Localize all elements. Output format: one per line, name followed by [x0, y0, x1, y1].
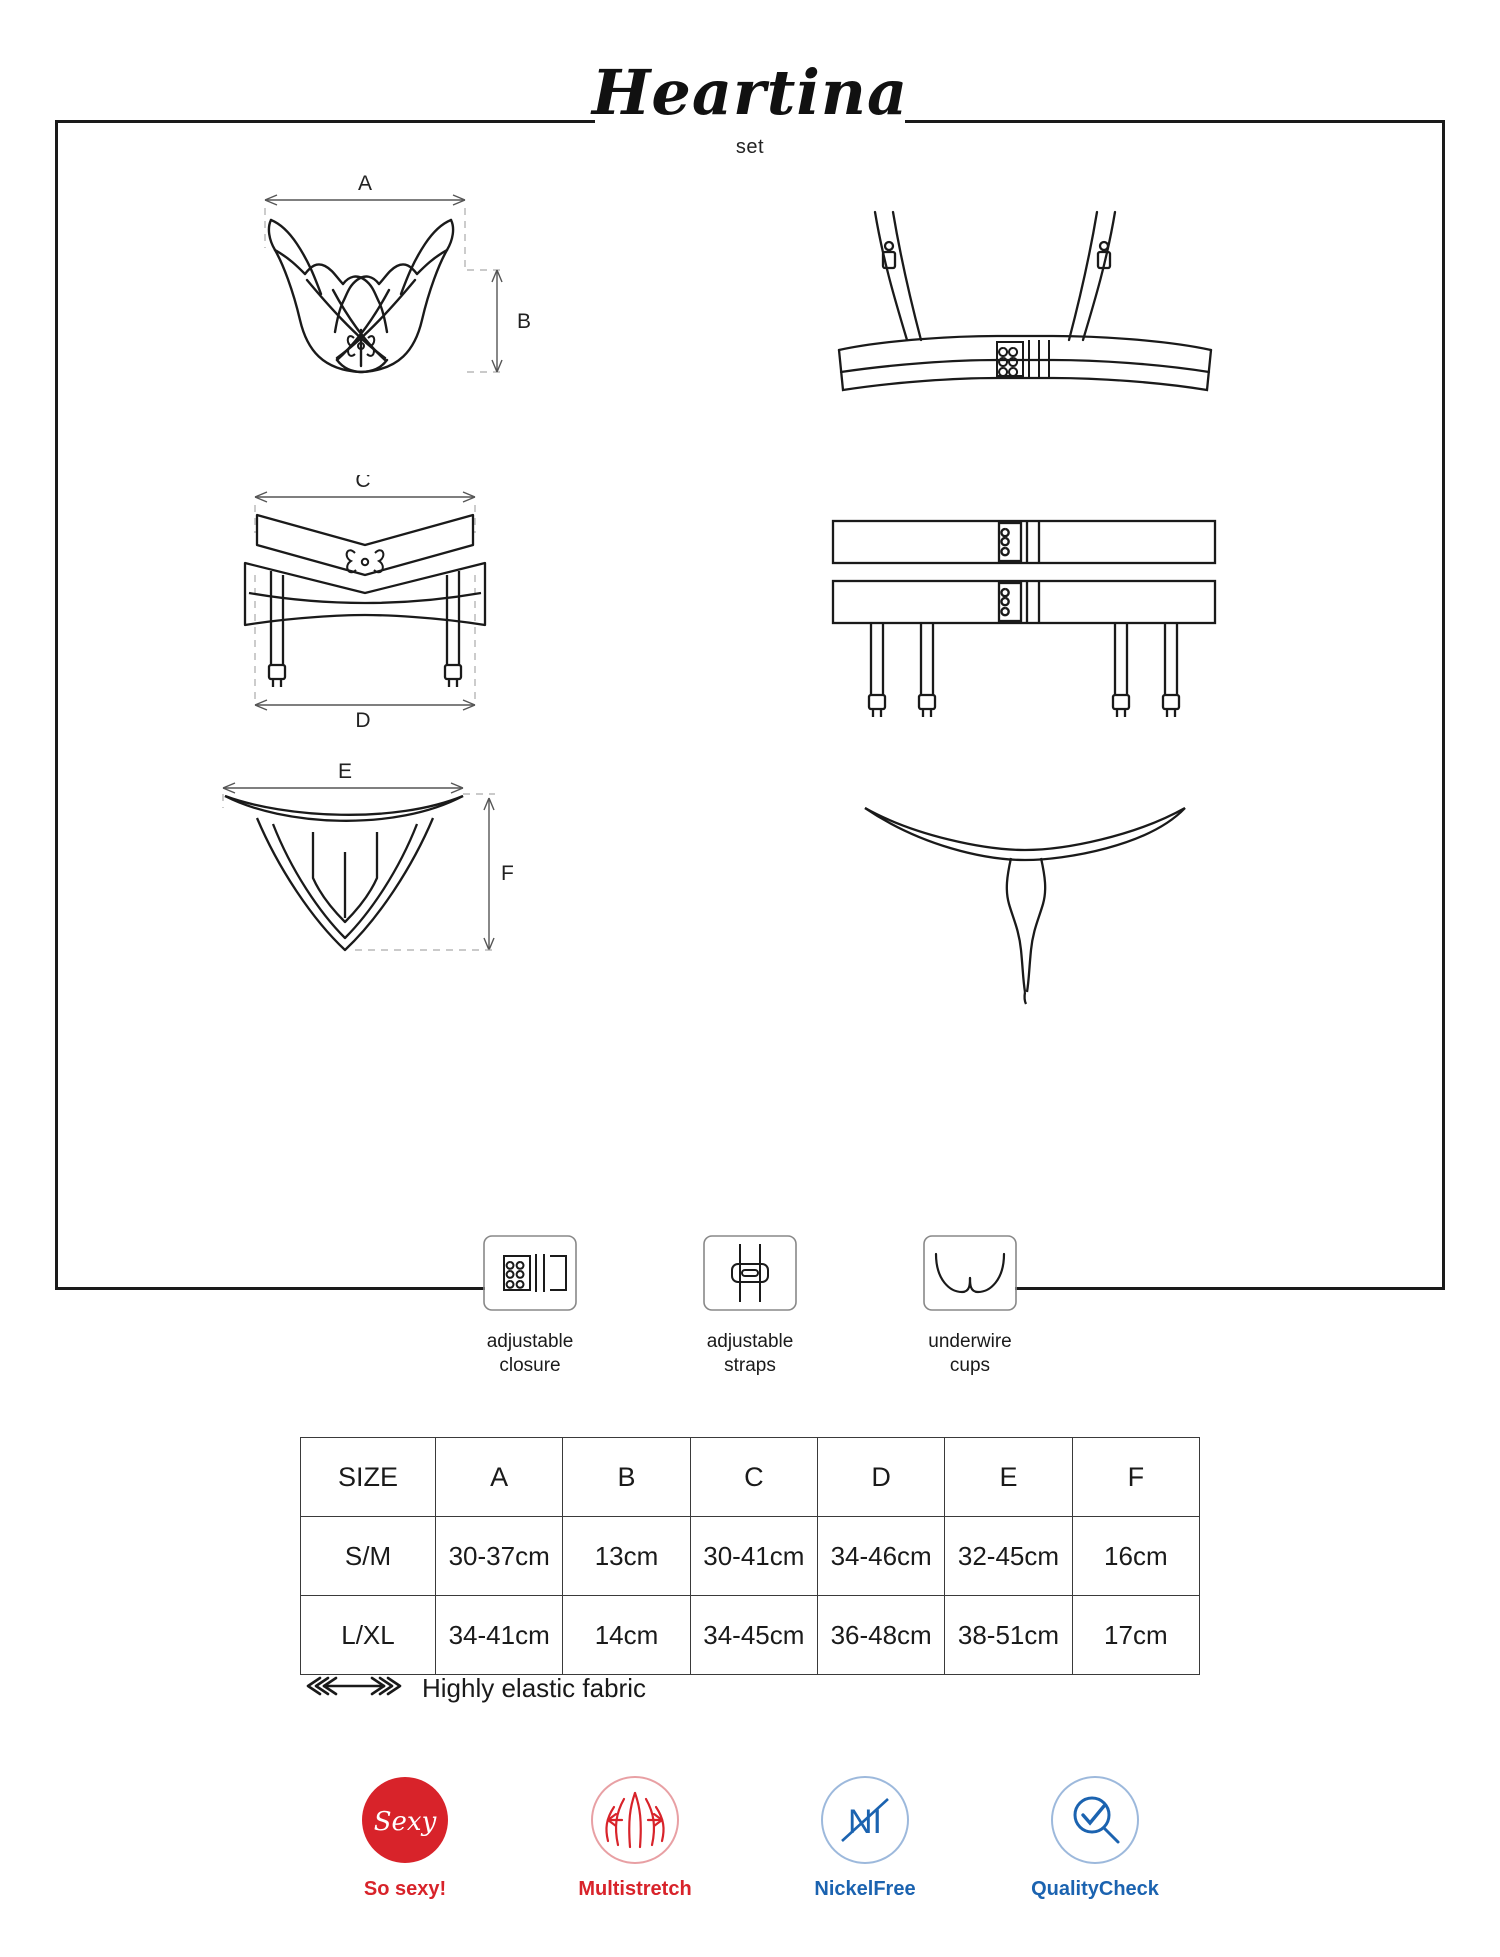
sexy-circle-icon	[318, 1772, 493, 1868]
quality-check-icon	[1008, 1772, 1183, 1868]
bra-back-drawing	[815, 190, 1235, 465]
table-cell-f: 17cm	[1072, 1596, 1199, 1675]
table-cell-c: 30-41cm	[690, 1517, 817, 1596]
badge-multistretch	[548, 1772, 723, 1901]
table-cell-b: 13cm	[563, 1517, 690, 1596]
badge-so-sexy	[318, 1772, 493, 1901]
table-cell-e: 32-45cm	[945, 1517, 1072, 1596]
table-cell-b: 14cm	[563, 1596, 690, 1675]
thong-back-drawing	[845, 780, 1225, 1025]
feature-caption-closure	[446, 1330, 614, 1378]
nickel-free-icon	[778, 1772, 953, 1868]
hook-closure-icon	[446, 1225, 614, 1320]
page-subtitle: set	[735, 136, 765, 158]
table-row	[301, 1596, 1200, 1675]
table-cell-d: 36-48cm	[817, 1596, 944, 1675]
badge-label-nickel-free: NickelFree	[814, 1878, 916, 1900]
badge-label-so-sexy: So sexy!	[363, 1878, 447, 1900]
page-title: Heartina	[591, 56, 909, 129]
table-header-f: F	[1072, 1438, 1199, 1517]
feature-adjustable-closure	[446, 1225, 614, 1378]
badge-art-text: NI	[848, 1803, 882, 1841]
table-cell-size: S/M	[301, 1517, 436, 1596]
size-table	[300, 1437, 1200, 1675]
feature-caption-line2: closure	[499, 1354, 561, 1376]
table-cell-a: 30-37cm	[436, 1517, 563, 1596]
double-arrow-elastic-icon	[300, 1672, 408, 1705]
garter-belt-back-drawing	[815, 505, 1235, 740]
badge-nickel-free	[778, 1772, 953, 1901]
dimension-label-b: B	[517, 310, 532, 333]
table-header-b: B	[563, 1438, 690, 1517]
feature-icons-row	[0, 1225, 1500, 1378]
title-block	[0, 56, 1500, 159]
strap-slider-icon	[666, 1225, 834, 1320]
thong-front-drawing	[195, 760, 695, 1025]
table-cell-f: 16cm	[1072, 1517, 1199, 1596]
dimension-label-f: F	[501, 862, 514, 885]
garter-belt-front-drawing	[205, 475, 685, 740]
dimension-label-a: A	[357, 172, 373, 195]
underwire-cups-icon	[886, 1225, 1054, 1320]
table-header-size: SIZE	[301, 1438, 436, 1517]
technical-drawings	[55, 150, 1445, 1200]
feature-caption-straps	[666, 1330, 834, 1378]
table-header-row	[301, 1438, 1200, 1517]
size-table-wrapper	[300, 1437, 1200, 1675]
feature-caption-line1: underwire	[928, 1331, 1012, 1352]
elastic-fabric-label: Highly elastic fabric	[422, 1673, 646, 1703]
table-header-e: E	[945, 1438, 1072, 1517]
dimension-label-c: C	[355, 475, 371, 492]
table-cell-d: 34-46cm	[817, 1517, 944, 1596]
table-header-a: A	[436, 1438, 563, 1517]
badge-label-quality-check: QualityCheck	[1031, 1878, 1159, 1900]
feature-caption-line1: adjustable	[706, 1331, 794, 1352]
table-cell-a: 34-41cm	[436, 1596, 563, 1675]
badge-art-text: Sexy	[373, 1807, 437, 1837]
quality-badges-row	[0, 1772, 1500, 1901]
dimension-label-d: D	[355, 709, 371, 732]
badge-label-multistretch: Multistretch	[578, 1878, 692, 1900]
feature-adjustable-straps	[666, 1225, 834, 1378]
dimension-label-e: E	[337, 760, 353, 783]
feature-caption-underwire	[886, 1330, 1054, 1378]
elastic-fabric-note	[300, 1672, 646, 1705]
multistretch-icon	[548, 1772, 723, 1868]
badge-quality-check	[1008, 1772, 1183, 1901]
table-header-c: C	[690, 1438, 817, 1517]
feature-caption-line1: adjustable	[486, 1331, 574, 1352]
table-cell-c: 34-45cm	[690, 1596, 817, 1675]
table-cell-e: 38-51cm	[945, 1596, 1072, 1675]
table-cell-size: L/XL	[301, 1596, 436, 1675]
table-header-d: D	[817, 1438, 944, 1517]
table-row	[301, 1517, 1200, 1596]
bra-front-drawing	[205, 170, 685, 455]
feature-underwire-cups	[886, 1225, 1054, 1378]
feature-caption-line2: cups	[949, 1354, 991, 1376]
feature-caption-line2: straps	[724, 1354, 776, 1376]
